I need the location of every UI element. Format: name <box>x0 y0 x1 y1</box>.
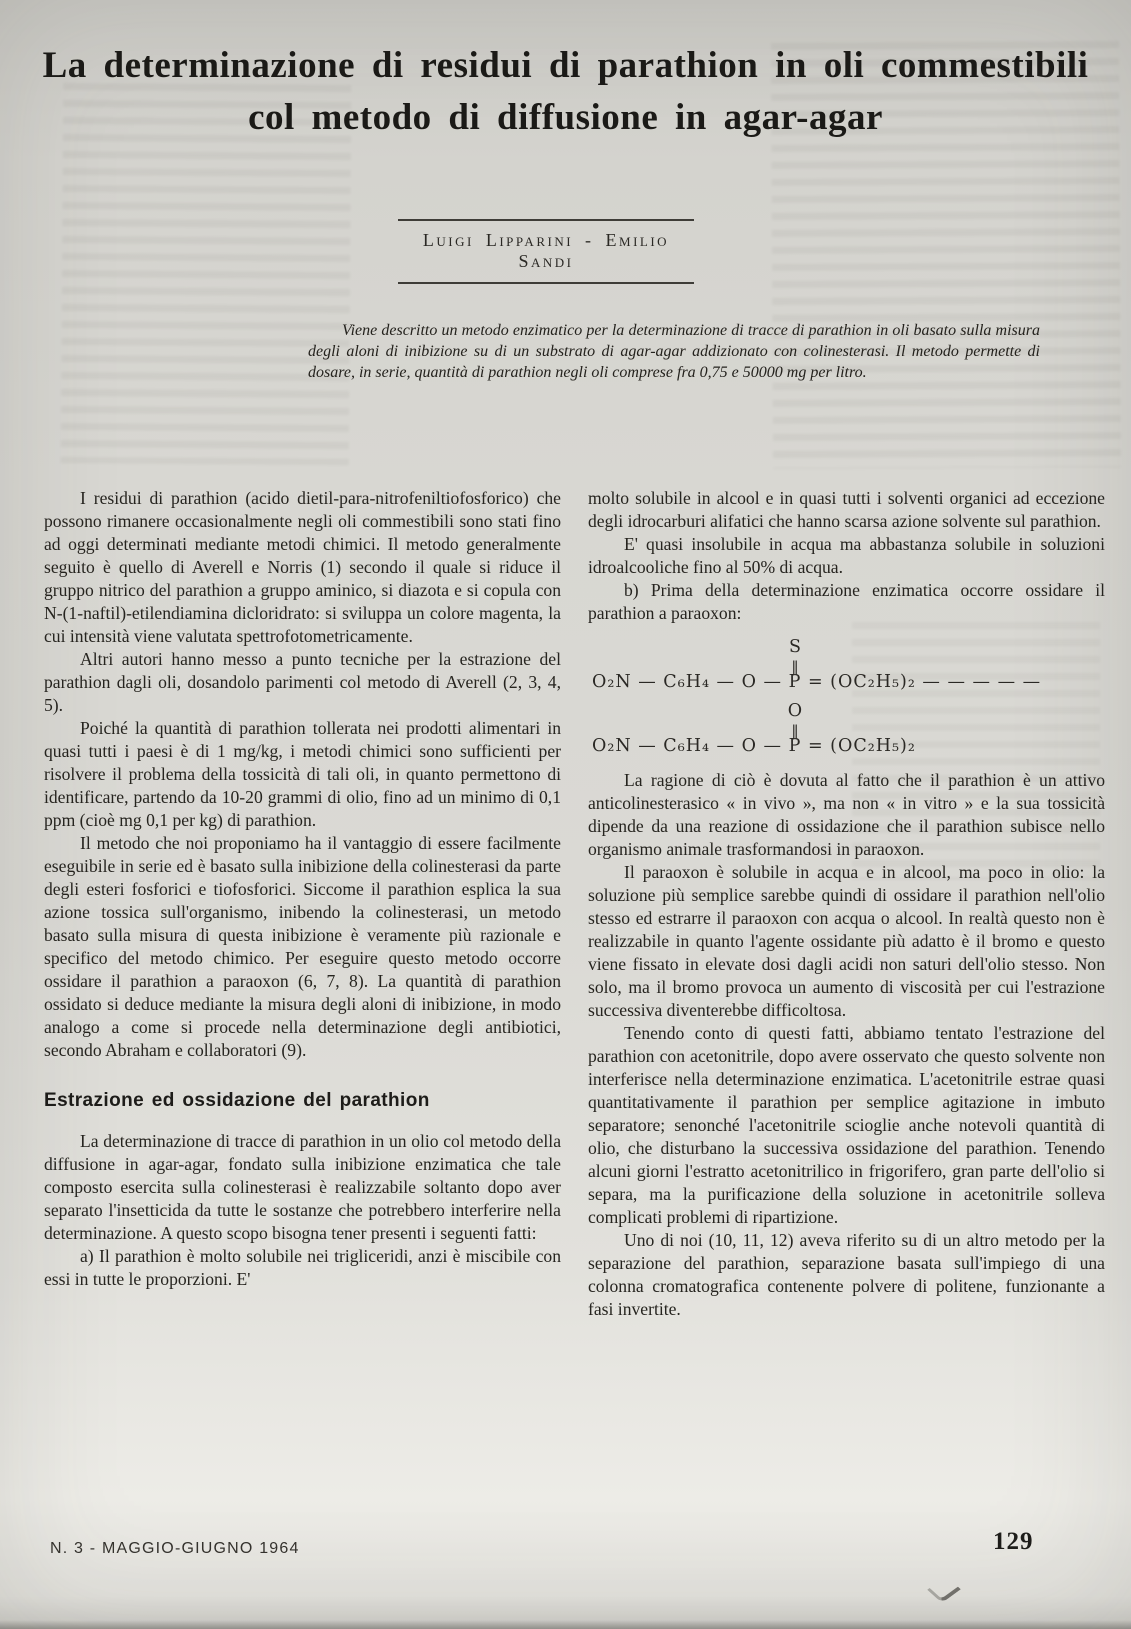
body-paragraph-item-b: b) Prima della determinazione enzimatica occorre ossidare il parathion a paraoxon: <box>588 580 1105 623</box>
body-paragraph: Altri autori hanno messo a punto tecniche per la estrazione del parathion dagli oli, dosandolo parimenti col metodo di Averell (2, 3, 4, 5). <box>44 649 561 715</box>
formula-suffix: = (OC₂H₅)₂ <box>801 736 916 756</box>
atom-label: P <box>788 736 802 756</box>
body-paragraph: Tenendo conto di questi fatti, abbiamo tentato l'estrazione del parathion con acetonitrile, dopo avere osservato che questo solvente non interferisce nella determinazione enzimatica. L'acetonitrile estrae quasi quantitativamente il parathion per semplice agitazione in imbuto separatore; senonché l'acetonitrile scioglie anche notevoli quantità di olio, che disturbano la successiva ossidazione del parathion. Tenendo alcuni giorni l'estratto acetonitrilico in frigorifero, gran parte dell'olio si separa, ma la purificazione della soluzione in acetonitrile solleva complicati problemi di ripartizione. <box>588 1023 1105 1227</box>
oxygen-atom-label: O <box>787 701 803 721</box>
article-title-line1: La determinazione di residui di parathion in oli commestibili <box>42 45 1089 86</box>
formula-prefix: O₂N — C₆H₄ — O — <box>592 672 789 692</box>
issue-label: N. 3 - MAGGIO-GIUGNO 1964 <box>50 1540 300 1557</box>
body-paragraph: I residui di parathion (acido dietil-para-nitrofeniltiofosforico) che possono rimanere occasionalmente negli oli commestibili sono stati fino ad oggi determinati mediante metodi chimici. Il metodo generalmente seguito è quello di Averell e Norris (1) secondo il quale si riduce il gruppo nitrico del parathion a gruppo aminico, si diazota e si copula con N-(1-naftil)-etilendiamina dicloridrato: si sviluppa un colore magenta, la cui intensità viene valutata spettrofotometricamente. <box>44 488 561 646</box>
body-paragraph: La ragione di ciò è dovuta al fatto che il parathion è un attivo anticolinesterasico « in vivo », ma non « in vitro » e la sua tossicità dipende da una reazione di ossidazione che il parathion subisce nello organismo animale trasformandosi in paraoxon. <box>588 770 1105 859</box>
atom-label: P <box>788 672 802 692</box>
double-bond-symbol: ‖ <box>791 722 799 740</box>
body-paragraph-item-a: a) Il parathion è molto solubile nei trigliceridi, anzi è miscibile con essi in tutte le proporzioni. E' <box>44 1246 561 1289</box>
body-paragraph: E' quasi insolubile in acqua ma abbastanza solubile in soluzioni idroalcooliche fino al 50% di acqua. <box>588 534 1105 577</box>
double-bond-symbol: ‖ <box>791 658 799 676</box>
author-names: Luigi Lipparini - Emilio Sandi <box>422 230 670 271</box>
crease-mark <box>927 1576 961 1603</box>
article-title <box>0 40 1131 144</box>
body-paragraph: Il paraoxon è solubile in acqua e in alcool, ma poco in olio: la soluzione più semplice sarebbe quindi di ossidare il parathion nell'olio stesso ed estrarre il paraoxon con acqua o alcool. In realtà questo non è realizzabile in quanto l'agente ossidante più adatto è il bromo e questo viene fissato in elevate dosi dagli acidi non saturi dell'olio stesso. Non solo, ma il bromo provoca un aumento di viscosità per cui l'estrazione successiva diventerebbe difficoltosa. <box>588 862 1105 1020</box>
sulfur-atom-label: S <box>788 637 801 657</box>
author-block <box>398 219 694 284</box>
author-rule-bottom <box>398 282 694 284</box>
article-title-line2: col metodo di diffusione in agar-agar <box>248 97 883 138</box>
section-heading: Estrazione ed ossidazione del parathion <box>44 1090 430 1111</box>
formula-suffix: = (OC₂H₅)₂ — — — — — <box>801 672 1042 692</box>
chemical-formula-parathion <box>592 637 1105 693</box>
phosphorus-atom <box>788 637 802 693</box>
body-paragraph: Il metodo che noi proponiamo ha il vantaggio di essere facilmente eseguibile in serie ed è basato sulla inibizione della colinesterasi da parte degli esteri fosforici e tiofosforici. Siccome il parathion esplica la sua azione tossica sull'organismo, inibendo la colinesterasi, un metodo basato sulla misura di questa inibizione è veramente più razionale e specifico del metodo chimico. Per eseguire questo metodo occorre ossidare il parathion a paraoxon (6, 7, 8). La quantità di parathion ossidato si deduce mediante la misura degli aloni di inibizione, in modo analogo a come si procede nella determinazione degli antibiotici, secondo Abraham e collaboratori (9). <box>44 833 561 1060</box>
right-column <box>588 487 1105 1321</box>
body-paragraph: Poiché la quantità di parathion tollerata nei prodotti alimentari in quasi tutti i paesi è di 1 mg/kg, i metodi chimici sono sufficienti per risolvere il problema della tossicità di tali oli, in quanto permettono di identificare, partendo da 10-20 grammi di olio, fino ad un minimo di 0,1 ppm (cioè mg 0,1 per kg) di parathion. <box>44 718 561 830</box>
body-paragraph: La determinazione di tracce di parathion in un olio col metodo della diffusione in agar-agar, fondato sulla inibizione enzimatica che tale composto esercita sulla colinesterasi è realizzabile soltanto dopo aver separato l'insetticida da tutte le sostanze che potrebbero interferire nella determinazione. A questo scopo bisogna tener presenti i seguenti fatti: <box>44 1131 561 1243</box>
left-column <box>44 487 561 1291</box>
phosphorus-atom <box>787 701 803 757</box>
formula-prefix: O₂N — C₆H₄ — O — <box>592 736 789 756</box>
page-number: 129 <box>993 1528 1034 1555</box>
chemical-formula-paraoxon <box>592 701 1105 757</box>
body-paragraph: Uno di noi (10, 11, 12) aveva riferito su di un altro metodo per la separazione del parathion, separazione basata sull'impiego di una colonna cromatografica contenente polvere di politene, funzionante a fasi invertite. <box>588 1230 1105 1319</box>
body-paragraph: molto solubile in alcool e in quasi tutti i solventi organici ad eccezione degli idrocarburi alifatici che hanno scarsa azione solvente sul parathion. <box>588 488 1105 531</box>
abstract-paragraph: Viene descritto un metodo enzimatico per la determinazione di tracce di parathion in oli basato sulla misura degli aloni di inibizione su di un substrato di agar-agar addizionato con colinesterasi. Il metodo permette di dosare, in serie, quantità di parathion negli oli comprese fra 0,75 e 50000 mg per litro. <box>308 322 1040 381</box>
